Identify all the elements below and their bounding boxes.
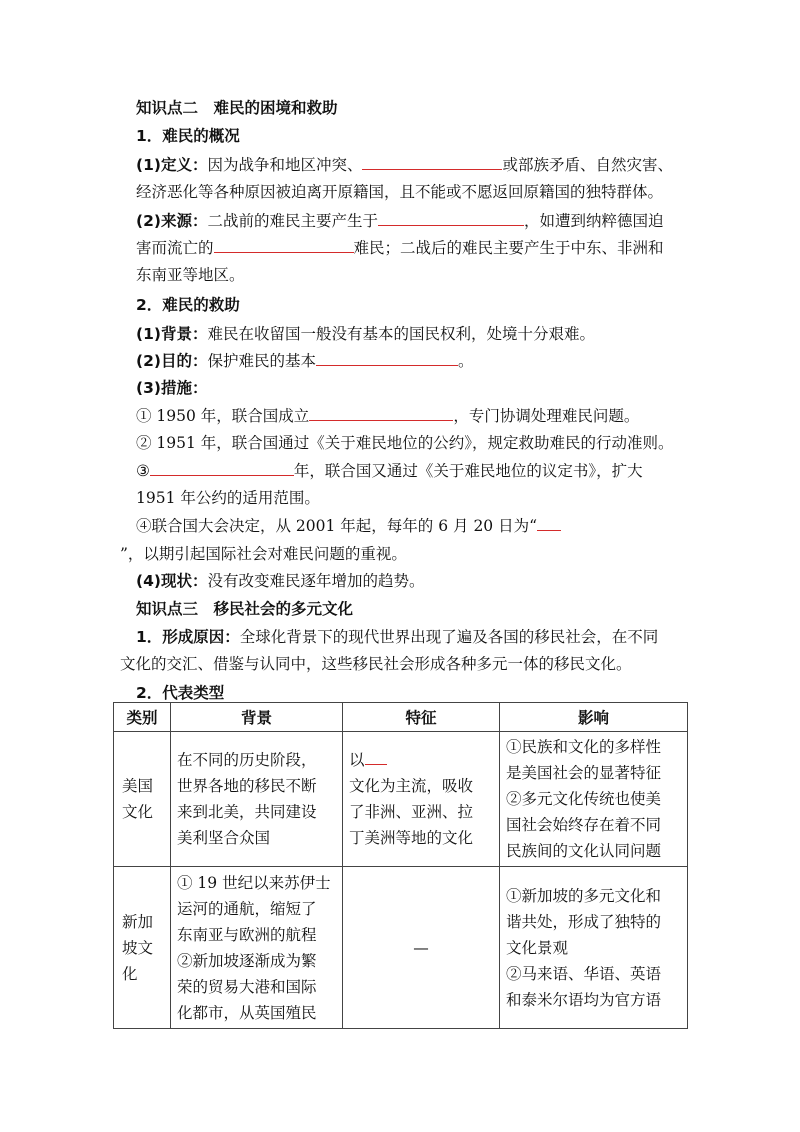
cause-text-1: 全球化背景下的现代世界出现了遍及各国的移民社会，在不同	[239, 628, 659, 646]
section-heading-migration: 知识点三 移民社会的多元文化	[136, 600, 354, 618]
subheading-overview: 1．难民的概况	[136, 127, 240, 145]
measures-label: (3)措施：	[136, 379, 208, 397]
background-text: 难民在收留国一般没有基本的国民权利，处境十分艰难。	[207, 325, 595, 343]
purpose-label: (2)目的：	[136, 352, 208, 370]
source-line-2	[136, 238, 696, 258]
measure-4-text-a: ④联合国大会决定，从 2001 年起，每年的 6 月 20 日为“	[136, 517, 538, 535]
fill-blank[interactable]	[309, 406, 453, 421]
fill-blank[interactable]	[365, 750, 387, 765]
fill-blank[interactable]	[214, 238, 354, 253]
purpose-paragraph	[136, 351, 696, 371]
source-line-2-b: 难民；二战后的难民主要产生于中东、非洲和	[353, 239, 664, 257]
definition-text-1: 因为战争和地区冲突、	[207, 156, 363, 174]
status-paragraph	[136, 571, 696, 591]
definition-text-2: 或部族矛盾、自然灾害、	[502, 156, 673, 174]
types-title: 2．代表类型	[136, 684, 225, 702]
measure-4	[136, 516, 696, 536]
impact-cell: ①新加坡的多元文化和 谐共处，形成了独特的 文化景观 ②马来语、华语、英语 和泰米尔语均为官方语	[500, 867, 688, 1029]
measure-1-text-a: ① 1950 年，联合国成立	[136, 407, 310, 425]
source-label: (2)来源：	[136, 212, 208, 230]
category-cell: 美国 文化	[114, 732, 171, 867]
section-heading-refugees: 知识点二 难民的困境和救助	[136, 99, 338, 117]
table-header-row	[114, 703, 688, 732]
status-text: 没有改变难民逐年增加的趋势。	[207, 572, 425, 590]
fill-blank[interactable]	[362, 155, 502, 170]
source-text-1: 二战前的难民主要产生于	[207, 212, 378, 230]
measure-3-text-a: ③	[136, 462, 150, 480]
measure-4-line-2: ”，以期引起国际社会对难民问题的重视。	[120, 545, 407, 563]
fill-blank[interactable]	[378, 211, 524, 226]
definition-label: (1)定义：	[136, 156, 208, 174]
table-row	[114, 732, 688, 867]
background-cell: ① 19 世纪以来苏伊士 运河的通航，缩短了 东南亚与欧洲的航程 ②新加坡逐渐成为繁 荣的贸易大港和国际 化都市，从英国殖民	[171, 867, 343, 1029]
fill-blank[interactable]	[316, 351, 458, 366]
impact-cell: ①民族和文化的多样性 是美国社会的显著特征 ②多元文化传统也使美 国社会始终存在着不同 民族间的文化认同问题	[500, 732, 688, 867]
source-paragraph	[136, 211, 696, 231]
table-row	[114, 867, 688, 1029]
source-text-2: ，如遭到纳粹德国迫	[523, 212, 664, 230]
status-label: (4)现状：	[136, 572, 208, 590]
subheading-relief: 2．难民的救助	[136, 296, 240, 314]
measure-1-text-b: ，专门协调处理难民问题。	[453, 407, 640, 425]
purpose-text-1: 保护难民的基本	[207, 352, 316, 370]
definition-line-2: 经济恶化等各种原因被迫离开原籍国，且不能或不愿返回原籍国的独特群体。	[136, 183, 664, 201]
background-label: (1)背景：	[136, 325, 208, 343]
cause-label: 1．形成原因：	[136, 628, 240, 646]
header-category: 类别	[114, 703, 171, 732]
purpose-text-2: 。	[457, 352, 474, 370]
measure-2: ② 1951 年，联合国通过《关于难民地位的公约》，规定救助难民的行动准则。	[136, 434, 674, 452]
feature-prefix: 以	[349, 751, 365, 769]
background-cell: 在不同的历史阶段， 世界各地的移民不断 来到北美，共同建设 美利坚合众国	[171, 732, 343, 867]
measure-3	[136, 461, 696, 481]
source-line-2-a: 害而流亡的	[136, 239, 214, 257]
background-paragraph	[136, 324, 696, 344]
measure-3-line-2: 1951 年公约的适用范围。	[136, 489, 320, 507]
feature-cell: 以 文化为主流，吸收 了非洲、亚洲、拉 丁美洲等地的文化	[343, 732, 500, 867]
fill-blank[interactable]	[150, 461, 294, 476]
header-feature: 特征	[343, 703, 500, 732]
source-line-3: 东南亚等地区。	[136, 266, 245, 284]
fill-blank[interactable]	[537, 516, 561, 531]
culture-types-table	[113, 702, 688, 1029]
feature-cell: —	[343, 867, 500, 1029]
measure-3-text-b: 年，联合国又通过《关于难民地位的议定书》，扩大	[293, 462, 643, 480]
cause-line-2: 文化的交汇、借鉴与认同中，这些移民社会形成各种多元一体的移民文化。	[120, 655, 632, 673]
header-impact: 影响	[500, 703, 688, 732]
definition-paragraph	[136, 155, 696, 175]
header-background: 背景	[171, 703, 343, 732]
cause-paragraph	[136, 627, 696, 647]
measure-1	[136, 406, 696, 426]
category-cell: 新加 坡文 化	[114, 867, 171, 1029]
